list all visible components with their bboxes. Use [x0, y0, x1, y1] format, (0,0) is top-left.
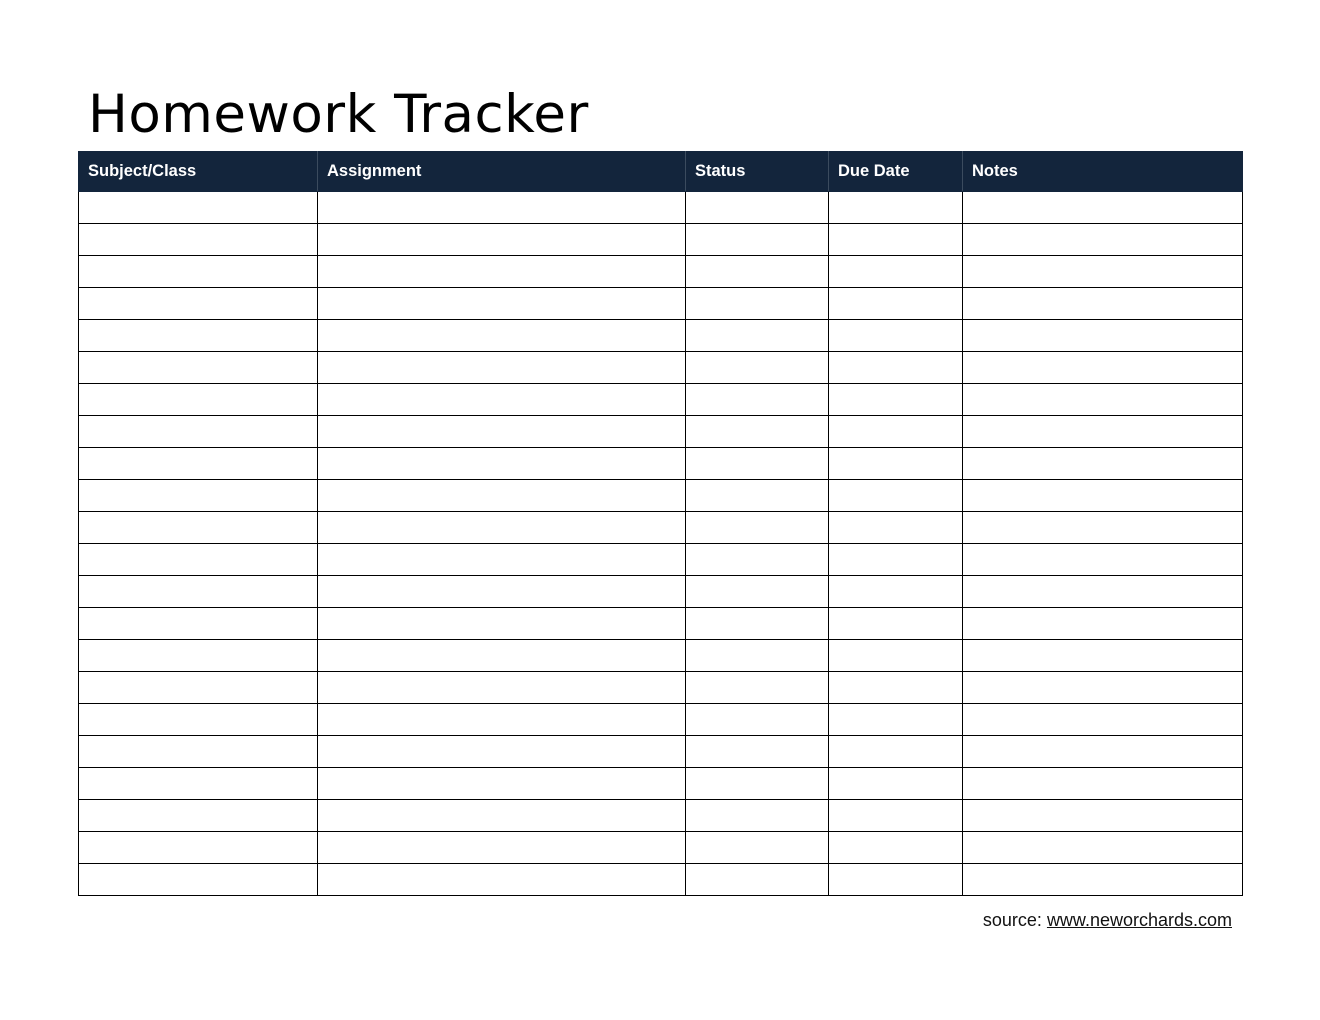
table-cell-subject[interactable] — [79, 384, 318, 416]
table-cell-status[interactable] — [686, 864, 829, 896]
table-cell-notes[interactable] — [963, 384, 1243, 416]
column-header-assignment[interactable]: Assignment — [318, 152, 686, 192]
table-cell-notes[interactable] — [963, 864, 1243, 896]
table-cell-duedate[interactable] — [829, 384, 963, 416]
table-cell-notes[interactable] — [963, 512, 1243, 544]
table-cell-duedate[interactable] — [829, 640, 963, 672]
table-cell-notes[interactable] — [963, 480, 1243, 512]
table-row — [79, 864, 1243, 896]
table-cell-duedate[interactable] — [829, 256, 963, 288]
table-cell-duedate[interactable] — [829, 672, 963, 704]
table-row — [79, 800, 1243, 832]
table-cell-notes[interactable] — [963, 608, 1243, 640]
table-cell-duedate[interactable] — [829, 288, 963, 320]
table-cell-duedate[interactable] — [829, 320, 963, 352]
table-row — [79, 256, 1243, 288]
table-row — [79, 448, 1243, 480]
table-cell-assignment[interactable] — [318, 576, 686, 608]
page-title: Homework Tracker — [88, 83, 589, 145]
table-cell-assignment[interactable] — [318, 416, 686, 448]
table-cell-assignment[interactable] — [318, 800, 686, 832]
table-cell-notes[interactable] — [963, 832, 1243, 864]
table-cell-status[interactable] — [686, 672, 829, 704]
table-row — [79, 512, 1243, 544]
table-cell-assignment[interactable] — [318, 544, 686, 576]
table-cell-assignment[interactable] — [318, 704, 686, 736]
table-cell-subject[interactable] — [79, 352, 318, 384]
table-cell-subject[interactable] — [79, 640, 318, 672]
table-cell-subject[interactable] — [79, 288, 318, 320]
table-cell-notes[interactable] — [963, 320, 1243, 352]
homework-tracker-table-container — [78, 151, 1242, 896]
table-cell-duedate[interactable] — [829, 864, 963, 896]
table-cell-status[interactable] — [686, 384, 829, 416]
table-cell-subject[interactable] — [79, 608, 318, 640]
table-cell-notes[interactable] — [963, 256, 1243, 288]
table-row — [79, 288, 1243, 320]
table-cell-duedate[interactable] — [829, 512, 963, 544]
table-cell-assignment[interactable] — [318, 384, 686, 416]
table-cell-assignment[interactable] — [318, 288, 686, 320]
table-row — [79, 224, 1243, 256]
table-cell-status[interactable] — [686, 768, 829, 800]
table-cell-duedate[interactable] — [829, 800, 963, 832]
table-cell-subject[interactable] — [79, 480, 318, 512]
table-row — [79, 192, 1243, 224]
table-row — [79, 480, 1243, 512]
table-cell-status[interactable] — [686, 288, 829, 320]
source-label: source: — [982, 910, 1047, 930]
table-cell-duedate[interactable] — [829, 416, 963, 448]
table-cell-notes[interactable] — [963, 448, 1243, 480]
table-row — [79, 832, 1243, 864]
table-cell-notes[interactable] — [963, 544, 1243, 576]
table-row — [79, 544, 1243, 576]
table-cell-duedate[interactable] — [829, 544, 963, 576]
table-cell-subject[interactable] — [79, 416, 318, 448]
table-cell-duedate[interactable] — [829, 448, 963, 480]
table-row — [79, 416, 1243, 448]
table-row — [79, 736, 1243, 768]
table-cell-assignment[interactable] — [318, 672, 686, 704]
table-cell-status[interactable] — [686, 832, 829, 864]
table-cell-subject[interactable] — [79, 672, 318, 704]
table-cell-notes[interactable] — [963, 672, 1243, 704]
table-cell-status[interactable] — [686, 800, 829, 832]
table-cell-status[interactable] — [686, 576, 829, 608]
table-row — [79, 672, 1243, 704]
table-cell-duedate[interactable] — [829, 736, 963, 768]
table-header-row — [79, 152, 1243, 192]
table-cell-status[interactable] — [686, 224, 829, 256]
table-cell-status[interactable] — [686, 448, 829, 480]
table-cell-status[interactable] — [686, 544, 829, 576]
table-cell-notes[interactable] — [963, 640, 1243, 672]
table-row — [79, 608, 1243, 640]
table-cell-assignment[interactable] — [318, 736, 686, 768]
table-cell-duedate[interactable] — [829, 576, 963, 608]
table-cell-status[interactable] — [686, 704, 829, 736]
table-cell-duedate[interactable] — [829, 192, 963, 224]
table-head — [79, 152, 1243, 192]
table-cell-notes[interactable] — [963, 224, 1243, 256]
table-cell-duedate[interactable] — [829, 352, 963, 384]
table-cell-assignment[interactable] — [318, 832, 686, 864]
table-cell-assignment[interactable] — [318, 640, 686, 672]
table-cell-status[interactable] — [686, 736, 829, 768]
table-cell-assignment[interactable] — [318, 256, 686, 288]
table-body — [79, 192, 1243, 896]
table-cell-duedate[interactable] — [829, 608, 963, 640]
table-cell-duedate[interactable] — [829, 704, 963, 736]
table-cell-subject[interactable] — [79, 448, 318, 480]
column-header-notes[interactable]: Notes — [963, 152, 1243, 192]
table-cell-assignment[interactable] — [318, 320, 686, 352]
table-cell-notes[interactable] — [963, 416, 1243, 448]
table-cell-subject[interactable] — [79, 512, 318, 544]
table-cell-status[interactable] — [686, 480, 829, 512]
table-cell-subject[interactable] — [79, 192, 318, 224]
table-cell-subject[interactable] — [79, 864, 318, 896]
table-cell-status[interactable] — [686, 640, 829, 672]
table-cell-assignment[interactable] — [318, 224, 686, 256]
table-cell-assignment[interactable] — [318, 192, 686, 224]
table-cell-subject[interactable] — [79, 736, 318, 768]
table-cell-duedate[interactable] — [829, 480, 963, 512]
table-row — [79, 768, 1243, 800]
table-cell-notes[interactable] — [963, 352, 1243, 384]
table-cell-notes[interactable] — [963, 704, 1243, 736]
table-cell-subject[interactable] — [79, 224, 318, 256]
table-cell-subject[interactable] — [79, 576, 318, 608]
table-cell-notes[interactable] — [963, 576, 1243, 608]
table-cell-assignment[interactable] — [318, 480, 686, 512]
homework-tracker-table — [78, 151, 1243, 896]
table-cell-status[interactable] — [686, 416, 829, 448]
table-cell-duedate[interactable] — [829, 768, 963, 800]
source-url-link[interactable]: www.neworchards.com — [1046, 910, 1232, 930]
table-cell-subject[interactable] — [79, 800, 318, 832]
table-cell-assignment[interactable] — [318, 352, 686, 384]
table-cell-status[interactable] — [686, 512, 829, 544]
table-cell-assignment[interactable] — [318, 608, 686, 640]
table-cell-notes[interactable] — [963, 736, 1243, 768]
table-cell-status[interactable] — [686, 256, 829, 288]
column-header-subject-class[interactable]: Subject/Class — [79, 152, 318, 192]
table-cell-status[interactable] — [686, 608, 829, 640]
table-row — [79, 704, 1243, 736]
table-cell-subject[interactable] — [79, 544, 318, 576]
table-cell-notes[interactable] — [963, 192, 1243, 224]
table-row — [79, 384, 1243, 416]
source-attribution — [983, 910, 1232, 931]
table-cell-assignment[interactable] — [318, 864, 686, 896]
table-cell-notes[interactable] — [963, 800, 1243, 832]
table-cell-subject[interactable] — [79, 832, 318, 864]
table-cell-duedate[interactable] — [829, 832, 963, 864]
table-row — [79, 320, 1243, 352]
table-cell-duedate[interactable] — [829, 224, 963, 256]
column-header-due-date[interactable]: Due Date — [829, 152, 963, 192]
table-row — [79, 352, 1243, 384]
table-cell-subject[interactable] — [79, 256, 318, 288]
column-header-status[interactable]: Status — [686, 152, 829, 192]
table-cell-subject[interactable] — [79, 704, 318, 736]
table-cell-notes[interactable] — [963, 288, 1243, 320]
table-cell-subject[interactable] — [79, 768, 318, 800]
table-cell-assignment[interactable] — [318, 768, 686, 800]
table-cell-assignment[interactable] — [318, 448, 686, 480]
table-row — [79, 640, 1243, 672]
table-cell-status[interactable] — [686, 192, 829, 224]
table-row — [79, 576, 1243, 608]
table-cell-status[interactable] — [686, 320, 829, 352]
table-cell-status[interactable] — [686, 352, 829, 384]
table-cell-notes[interactable] — [963, 768, 1243, 800]
table-cell-subject[interactable] — [79, 320, 318, 352]
table-cell-assignment[interactable] — [318, 512, 686, 544]
